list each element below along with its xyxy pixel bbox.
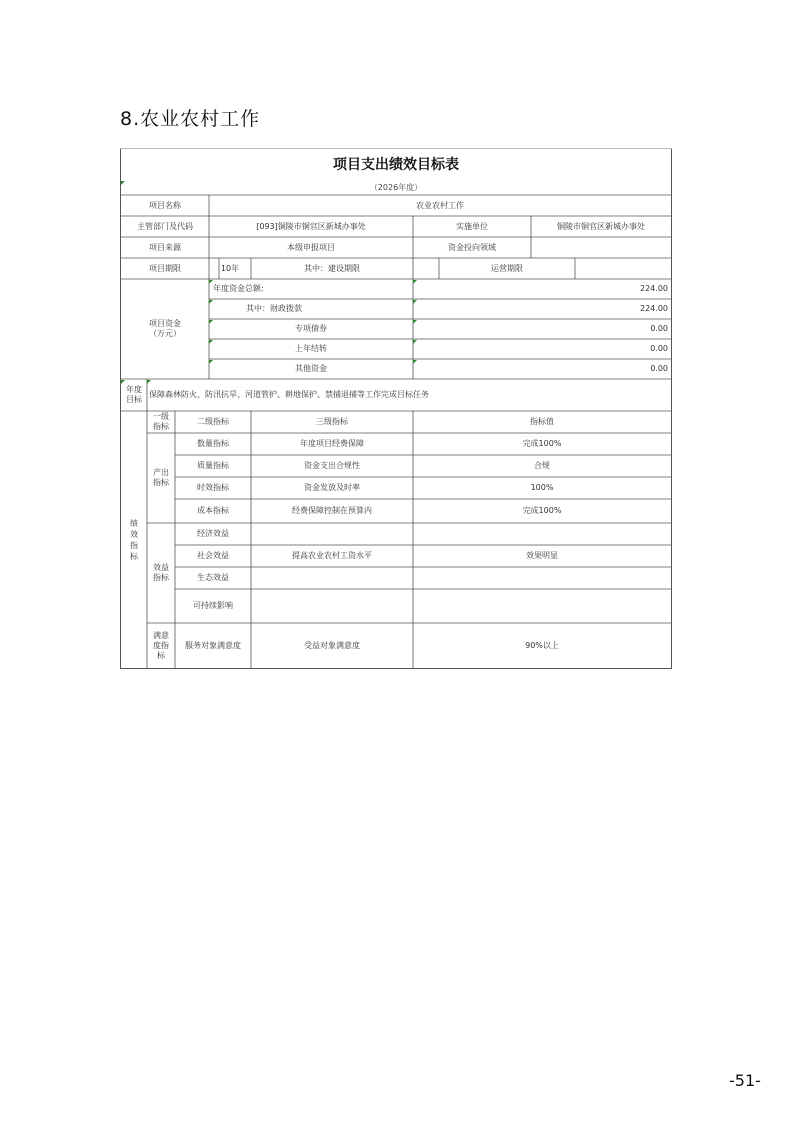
perf-label-char: 指 (130, 540, 138, 550)
table-row-benefit-level3: 提高农业农村工资水平 (292, 551, 372, 560)
impl-unit-label: 实施单位 (456, 221, 488, 231)
annual-goal-label-line1: 年度 (126, 385, 142, 394)
perf-label-char: 标 (130, 551, 138, 561)
table-row-output-level2: 数量指标 (197, 439, 229, 448)
table-row-benefit-value: 效果明显 (526, 551, 558, 560)
annual-goal-value: 保障森林防火、防汛抗旱、河道管护、耕地保护、禁捕退捕等工作完成目标任务 (149, 390, 429, 399)
header-value: 指标值 (530, 417, 554, 426)
funds-total-label: 年度资金总额: (213, 284, 264, 293)
satisfaction-label-line: 度指 (153, 640, 169, 650)
satisfaction-value: 90%以上 (525, 640, 559, 650)
table-row-benefit-value (413, 589, 671, 623)
satisfaction-label-line: 标 (157, 650, 165, 660)
table-row-output-level3: 经费保障控制在预算内 (292, 506, 372, 515)
perf-label-char: 效 (130, 529, 138, 539)
funds-other-value: 0.00 (650, 364, 668, 373)
table-row-output-level2: 成本指标 (197, 506, 229, 515)
satisfaction-indicator-label (147, 623, 175, 668)
header-level1 (147, 411, 175, 433)
source-label: 项目来源 (149, 242, 181, 252)
invest-field-label: 资金投向领域 (448, 242, 496, 252)
table-row-output-value: 完成100% (522, 506, 562, 515)
table-row-output-level2: 时效指标 (197, 483, 229, 492)
table-row-benefit-level3 (251, 523, 413, 545)
funds-label (121, 279, 209, 379)
benefit-indicator-label (147, 523, 175, 623)
header-level1-line: 一级 (153, 412, 169, 421)
project-name-value: 农业农村工作 (416, 200, 464, 210)
table-row-benefit-value (413, 523, 671, 545)
dept-value: [093]铜陵市铜官区新城办事处 (256, 221, 366, 231)
satisfaction-level2: 服务对象满意度 (185, 640, 241, 650)
project-name-label: 项目名称 (149, 200, 181, 210)
funds-other-label: 其他资金 (295, 364, 327, 373)
perf-label-char: 绩 (130, 518, 138, 528)
dept-label: 主管部门及代码 (137, 221, 193, 231)
table-row-output-value: 合规 (534, 461, 550, 470)
benefit-label-line: 效益 (153, 563, 169, 572)
period-value: 10年 (220, 263, 240, 273)
header-level1-line: 指标 (153, 422, 169, 431)
annual-goal-label-line2: 目标 (126, 395, 142, 404)
annual-goal-label (121, 379, 147, 411)
funds-label-line2: （万元） (149, 329, 181, 338)
table-row-output-level3: 资金发放及时率 (304, 483, 360, 492)
funds-carryover-label: 上年结转 (295, 344, 327, 353)
table-row-output-level3: 资金支出合规性 (304, 461, 360, 470)
table-row-output-level2: 质量指标 (197, 461, 229, 470)
page-number: -51- (729, 1071, 761, 1090)
output-label-line: 产出 (153, 468, 169, 477)
table-row-benefit-level2: 社会效益 (197, 551, 229, 560)
table-row-benefit-level2: 可持续影响 (193, 601, 233, 610)
funds-fiscal-label: 其中：财政拨款 (246, 304, 302, 313)
table-title: 项目支出绩效目标表 (333, 157, 459, 173)
table-row-benefit-level2: 生态效益 (197, 573, 229, 582)
build-period-value (413, 258, 439, 279)
performance-target-table (120, 148, 672, 669)
table-row-output-value: 完成100% (522, 439, 562, 448)
perf-indicators-label (121, 411, 147, 668)
invest-field-value (531, 237, 671, 258)
section-title: 8.农业农村工作 (120, 108, 261, 130)
header-level3: 三级指标 (316, 417, 348, 426)
satisfaction-label-line: 满意 (153, 630, 169, 640)
satisfaction-level3: 受益对象满意度 (304, 640, 360, 650)
output-label-line: 指标 (153, 478, 169, 487)
funds-carryover-value: 0.00 (650, 344, 668, 353)
table-row-benefit-level3 (251, 567, 413, 589)
table-row-benefit-level2: 经济效益 (197, 529, 229, 538)
header-level2: 二级指标 (197, 417, 229, 426)
table-row-output-value: 100% (530, 483, 554, 492)
impl-unit-value: 铜陵市铜官区新城办事处 (557, 221, 645, 231)
output-indicator-label (147, 433, 175, 523)
funds-total-value: 224.00 (640, 284, 668, 293)
period-label: 项目期限 (149, 263, 181, 273)
table-year: （2026年度） (369, 183, 423, 192)
funds-label-line1: 项目资金 (149, 319, 181, 328)
ops-period-label: 运营期限 (491, 263, 523, 273)
table-row-benefit-value (413, 567, 671, 589)
funds-bond-label: 专项债券 (295, 324, 327, 333)
table-row-benefit-level3 (251, 589, 413, 623)
benefit-label-line: 指标 (153, 573, 169, 582)
build-period-label: 其中：建设期限 (304, 263, 360, 273)
table-row-output-level3: 年度项目经费保障 (300, 439, 364, 448)
funds-bond-value: 0.00 (650, 324, 668, 333)
ops-period-value (575, 258, 671, 279)
source-value: 本级申报项目 (287, 242, 335, 252)
funds-fiscal-value: 224.00 (640, 304, 668, 313)
